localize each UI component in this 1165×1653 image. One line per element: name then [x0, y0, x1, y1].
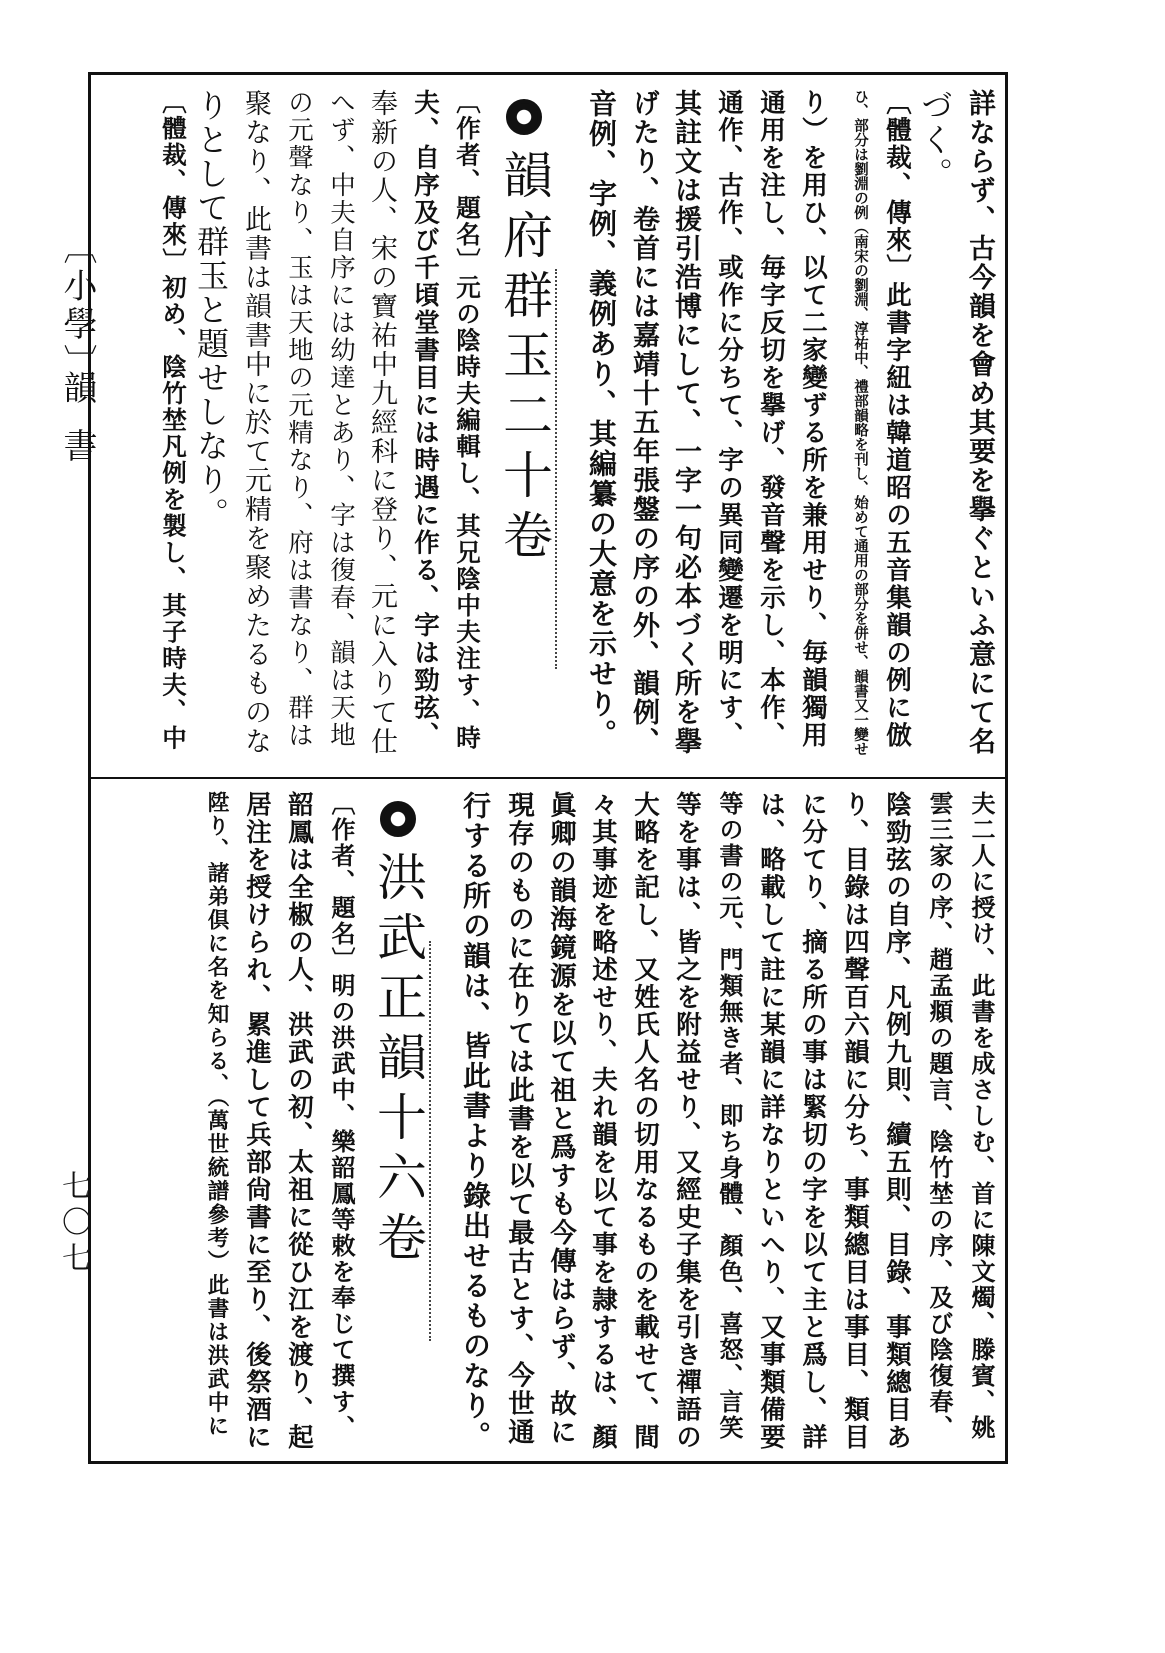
lower-column-11: 眞卿の韻海鏡源を以て祖と爲すも今傳はらず、故に	[545, 791, 576, 1447]
upper-heading-column-1: 〔作者、題名〕元の陰時夫編輯し、其兄陰中夫注す、時	[453, 89, 482, 752]
running-head-category: 〔小學〕	[57, 230, 97, 382]
lower-column-12: 現存のものに在りては此書を以て最古とす、今世通	[503, 791, 534, 1447]
section-rule	[555, 269, 563, 669]
lower-column-7: 等の書の元、門類無き者、即ち身體、顏色、喜怒、言笑	[715, 791, 744, 1441]
lower-column-4: り、目錄は四聲百六韻に分ち、事類總目は事目、類目	[840, 791, 870, 1451]
section-heading-text: 洪武正韻十六卷	[369, 851, 427, 1271]
lower-heading-column-4: 陞り、諸弟倶に名を知らる、（萬世統譜參考）此書は洪武中に	[204, 791, 229, 1439]
section-heading-text: 韻府群玉二十卷	[495, 149, 553, 569]
upper-column-2: づく。	[916, 89, 954, 191]
section-mark-icon	[506, 99, 542, 135]
upper-column-3: 〔體裁、傳來〕此書字紐は韓道昭の五音集韻の例に倣	[882, 89, 912, 749]
page-number: 七〇七	[56, 1170, 91, 1278]
upper-column-7: 通作、古作、或作に分ちて、字の異同變遷を明にす、	[714, 89, 744, 749]
upper-column-1: 詳ならず、古今韻を會め其要を擧ぐといふ意にて名	[964, 89, 995, 756]
upper-column-9: げたり、卷首には嘉靖十五年張鎜の序の外、韻例、	[628, 89, 659, 756]
section-mark-icon	[380, 801, 416, 837]
lower-heading-column-1: 〔作者、題名〕明の洪武中、樂韶鳳等敕を奉じて撰す、	[327, 791, 356, 1441]
upper-column-8: 其註文は援引浩博にして、一字一句必本づく所を擧	[670, 89, 701, 756]
panel-divider	[91, 777, 1005, 779]
lower-column-5: に分てり、摘る所の事は緊切の字を以て主と爲し、詳	[798, 791, 828, 1451]
lower-column-9: 大略を記し、又姓氏人名の切用なるものを載せて、間	[630, 791, 660, 1451]
upper-heading-column-2: 夫、自序及び千頃堂書目には時遇に作る、字は勁弦、	[410, 89, 440, 749]
lower-column-13: 行する所の韻は、皆此書より錄出せるものなり。	[459, 791, 492, 1451]
lower-panel	[103, 791, 996, 1457]
upper-panel	[103, 89, 993, 765]
upper-heading-column-8: 〔體裁、傳來〕初め、陰竹埜凡例を製し、其子時夫、中	[159, 89, 188, 752]
section-heading	[359, 801, 427, 1451]
lower-column-1: 夫二人に授け、此書を成さしむ、首に陳文燭、滕賓、姚	[967, 791, 996, 1441]
upper-heading-column-6: 聚なり、此書は韻書中に於て元精を聚めたるものな	[240, 89, 271, 756]
upper-heading-column-5: の元聲なり、玉は天地の元精なり、府は書なり、群は	[284, 89, 314, 749]
lower-heading-column-2: 韶鳳は全椒の人、洪武の初、太祖に從ひ江を渡り、起	[284, 791, 314, 1451]
upper-heading-column-7: りとして群玉と題せしなり。	[192, 89, 230, 531]
upper-column-10: 音例、字例、義例あり、其編纂の大意を示せり。	[585, 89, 618, 749]
upper-column-4: ひ、部分は劉淵の例（南宋の劉淵、淳祐中、禮部韻略を刊し、始めて通用の部分を併せ、韻書又一變せ	[852, 89, 869, 756]
upper-heading-column-4: へず、中夫自序には幼達とあり、字は復春、韻は天地	[326, 89, 356, 749]
lower-heading-column-3: 居注を授けられ、累進して兵部尙書に至り、後祭酒に	[242, 791, 272, 1451]
lower-column-8: 等を事は、皆之を附益せり、又經史子集を引き禪語の	[672, 791, 702, 1451]
section-rule	[429, 941, 437, 1341]
lower-column-6: は、略載して註に某韻に詳なりといへり、又事類備要	[756, 791, 786, 1451]
section-heading	[485, 99, 553, 759]
lower-column-10: 々其事迹を略述せり、夫れ韻を以て事を隷するは、顏	[588, 791, 618, 1451]
running-head-title: 韻書	[57, 370, 97, 486]
text-frame	[88, 72, 1008, 1464]
lower-column-2: 雲三家の序、趙孟頫の題言、陰竹埜の序、及び陰復春、	[925, 791, 954, 1441]
lower-column-3: 陰勁弦の自序、凡例九則、續五則、目錄、事類總目あ	[882, 791, 912, 1451]
upper-heading-column-3: 奉新の人、宋の寶祐中九經科に登り、元に入りて仕	[366, 89, 397, 756]
upper-column-6: 通用を注し、毎字反切を擧げ、發音聲を示し、本作、	[756, 89, 786, 749]
upper-column-5: り）を用ひ、以て二家變ずる所を兼用せり、毎韻獨用	[798, 89, 828, 749]
